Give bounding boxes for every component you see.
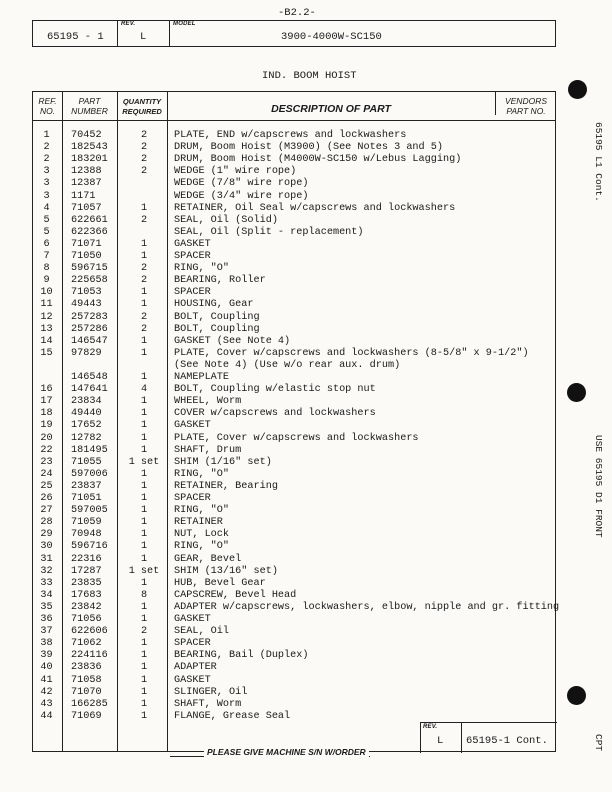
ref-no-cell: 33	[40, 577, 53, 589]
side-label-top: 65195 L1 Cont.	[593, 122, 604, 202]
ref-no-cell: 26	[40, 493, 53, 504]
description-cell: SHIM (1/16" set)	[174, 456, 272, 468]
table-row	[33, 578, 555, 590]
table-row	[33, 493, 555, 505]
ref-no-cell: 12	[40, 311, 53, 323]
ref-no-cell: 11	[40, 299, 53, 311]
ref-no-cell: 28	[40, 517, 53, 529]
ref-no-cell: 44	[40, 710, 53, 722]
quantity-cell: 2	[140, 154, 148, 166]
vendors-header	[495, 97, 557, 116]
description-cell: SPACER	[174, 493, 211, 504]
table-row	[33, 517, 555, 529]
description-cell: NUT, Lock	[174, 529, 230, 541]
ref-no-cell: 14	[40, 335, 53, 347]
ref-no-cell: 22	[40, 444, 53, 456]
header-rule	[33, 120, 555, 121]
description-cell: RETAINER, Oil Seal w/capscrews and lockwashers	[174, 202, 456, 214]
part-number-cell: 71056	[71, 614, 102, 625]
quantity-cell: 1	[140, 529, 148, 541]
description-cell: GASKET	[174, 614, 211, 625]
description-cell: RETAINER, Bearing	[174, 480, 278, 492]
table-row	[33, 396, 555, 408]
table-row	[33, 529, 555, 541]
quantity-cell: 1	[140, 650, 148, 662]
description-cell: HUB, Bevel Gear	[174, 577, 266, 589]
part-number-cell: 71069	[71, 710, 102, 722]
description-cell: ADAPTER w/capscrews, lockwashers, elbow, nipple and gr. fitting	[174, 601, 560, 613]
description-cell: WEDGE (3/4" wire rope)	[174, 190, 309, 202]
table-row	[33, 711, 555, 723]
description-cell: SEAL, Oil (Split - replacement)	[174, 226, 364, 238]
part-number-cell: 71058	[71, 674, 102, 686]
ref-no-header	[33, 97, 62, 116]
table-row	[33, 251, 555, 263]
part-number-cell: 71051	[71, 493, 102, 504]
part-number-cell: 257283	[71, 311, 108, 323]
quantity-cell: 1	[140, 432, 148, 444]
ref-no-cell: 3	[43, 178, 50, 190]
description-header: DESCRIPTION OF PART	[271, 103, 391, 115]
ref-no-cell: 25	[40, 480, 53, 492]
table-row	[33, 215, 555, 227]
part-number-cell: 17287	[71, 565, 102, 577]
description-cell: PLATE, END w/capscrews and lockwashers	[174, 130, 407, 141]
table-row	[33, 505, 555, 517]
ref-no-cell: 3	[43, 166, 50, 178]
part-ref: 65195 - 1	[47, 31, 104, 43]
quantity-cell: 1	[140, 480, 148, 492]
rev-value: L	[140, 31, 147, 43]
description-cell: GASKET	[174, 238, 211, 250]
description-cell: CAPSCREW, Bevel Head	[174, 589, 297, 601]
description-cell: ADAPTER	[174, 662, 217, 674]
part-number-cell: 597005	[71, 505, 108, 517]
ref-no-cell: 27	[40, 505, 53, 517]
part-number-cell: 166285	[71, 698, 108, 710]
part-number-cell: 70948	[71, 529, 102, 541]
part-number-cell: 22316	[71, 553, 102, 565]
side-label-middle: USE 65195 D1 FRONT	[593, 435, 604, 538]
part-number-cell: 71057	[71, 202, 102, 214]
ref-no-cell: 7	[43, 251, 50, 262]
table-row	[33, 699, 555, 711]
table-row	[33, 360, 555, 372]
table-row	[33, 336, 555, 348]
part-number-cell: 597006	[71, 468, 108, 480]
part-number-cell: 71050	[71, 251, 102, 262]
description-cell: SHIM (13/16" set)	[174, 565, 278, 577]
ref-no-cell: 20	[40, 432, 53, 444]
quantity-cell: 1	[140, 372, 148, 383]
table-row	[33, 626, 555, 638]
quantity-header-line: QUANTITY	[122, 97, 162, 106]
part-number-cell: 146547	[71, 335, 108, 347]
description-cell: BEARING, Roller	[174, 275, 266, 287]
table-row	[33, 650, 555, 662]
description-cell: SPACER	[174, 251, 211, 262]
table-row	[33, 590, 555, 602]
description-cell: SPACER	[174, 638, 211, 650]
quantity-cell: 1	[140, 493, 148, 504]
ref-no-cell: 15	[40, 347, 53, 359]
part-number-cell: 596715	[71, 263, 108, 275]
table-row	[33, 481, 555, 493]
table-row	[33, 324, 555, 336]
description-cell: BOLT, Coupling	[174, 323, 260, 335]
description-cell: BOLT, Coupling w/elastic stop nut	[174, 384, 376, 396]
quantity-cell: 1	[140, 251, 148, 262]
table-row	[33, 601, 560, 614]
ref-no-cell: 18	[40, 408, 53, 420]
table-row	[33, 445, 555, 457]
table-row	[33, 191, 555, 203]
quantity-header	[117, 97, 167, 116]
part-number-header-line: NUMBER	[71, 105, 108, 116]
rev-label: REV.	[121, 21, 136, 27]
description-cell: RING, "O"	[174, 263, 230, 275]
part-number-cell: 183201	[71, 154, 108, 166]
quantity-cell: 1	[140, 541, 148, 553]
ref-no-cell: 41	[40, 674, 53, 686]
ref-no-cell: 5	[43, 214, 50, 226]
table-row	[33, 142, 555, 154]
part-number-cell: 12782	[71, 432, 102, 444]
part-number-cell: 12387	[71, 178, 102, 190]
description-cell: GASKET	[174, 674, 211, 686]
ref-no-cell: 35	[40, 601, 53, 613]
ref-no-cell: 19	[40, 420, 53, 432]
part-number-cell: 622366	[71, 226, 108, 238]
part-number-cell: 23842	[71, 601, 102, 613]
quantity-cell: 1 set	[128, 456, 160, 468]
ref-no-cell: 1	[43, 130, 50, 141]
table-row	[33, 178, 555, 190]
description-cell: NAMEPLATE	[174, 372, 230, 383]
description-cell: WEDGE (7/8" wire rope)	[174, 178, 309, 190]
side-label-bottom: CPT	[593, 734, 604, 752]
quantity-cell: 1	[140, 686, 148, 698]
table-row	[33, 457, 555, 469]
ref-no-cell: 29	[40, 529, 53, 541]
part-number-cell: 49443	[71, 299, 102, 311]
quantity-cell: 1	[140, 674, 148, 686]
description-cell: SPACER	[174, 287, 211, 299]
table-row	[33, 287, 555, 299]
part-number-cell: 23835	[71, 577, 102, 589]
ref-no-cell: 38	[40, 638, 53, 650]
ref-no-cell: 2	[43, 142, 50, 154]
table-row	[33, 154, 555, 166]
table-row	[33, 275, 555, 287]
table-row	[33, 348, 555, 360]
table-row	[33, 203, 555, 215]
quantity-cell: 2	[140, 166, 148, 178]
table-row	[33, 384, 555, 396]
footer-rev-value: L	[437, 735, 444, 747]
header-divider	[169, 21, 170, 46]
header-box	[32, 20, 556, 47]
ref-no-cell: 24	[40, 468, 53, 480]
table-row	[33, 227, 555, 239]
quantity-cell: 2	[140, 142, 148, 154]
table-row	[33, 263, 555, 275]
description-cell: PLATE, Cover w/capscrews and lockwashers (8-5/8" x 9-1/2")	[174, 347, 529, 359]
ref-no-cell: 13	[40, 323, 53, 335]
table-row	[33, 372, 555, 384]
ref-no-cell: 16	[40, 384, 53, 396]
ref-no-cell: 42	[40, 686, 53, 698]
part-number-cell: 70452	[71, 130, 102, 141]
ref-no-cell: 6	[43, 238, 50, 250]
ref-no-cell: 34	[40, 589, 53, 601]
part-number-cell: 71071	[71, 238, 102, 250]
part-number-cell: 182543	[71, 142, 108, 154]
quantity-cell: 2	[140, 263, 148, 275]
part-number-cell: 225658	[71, 275, 108, 287]
description-cell: RETAINER	[174, 517, 223, 529]
part-number-cell: 71053	[71, 287, 102, 299]
table-row	[33, 662, 555, 674]
table-row	[33, 614, 555, 626]
description-cell: GEAR, Bevel	[174, 553, 242, 565]
description-cell: BEARING, Bail (Duplex)	[174, 650, 309, 662]
description-cell: WHEEL, Worm	[174, 396, 242, 408]
quantity-cell: 2	[140, 214, 148, 226]
quantity-cell: 2	[140, 275, 148, 287]
description-cell: WEDGE (1" wire rope)	[174, 166, 297, 178]
part-number-cell: 97829	[71, 347, 102, 359]
description-cell: SHAFT, Drum	[174, 444, 242, 456]
quantity-cell: 1	[140, 202, 148, 214]
ref-no-cell: 37	[40, 626, 53, 638]
table-row	[33, 566, 555, 578]
table-row	[33, 675, 555, 687]
section-title: IND. BOOM HOIST	[262, 70, 357, 82]
description-cell: COVER w/capscrews and lockwashers	[174, 408, 376, 420]
table-row	[33, 408, 555, 420]
quantity-cell: 1	[140, 287, 148, 299]
ref-no-cell: 36	[40, 614, 53, 625]
quantity-cell: 1	[140, 638, 148, 650]
quantity-cell: 4	[140, 384, 148, 396]
description-cell: RING, "O"	[174, 505, 230, 517]
header-divider	[117, 21, 118, 46]
description-cell: RING, "O"	[174, 541, 230, 553]
quantity-cell: 1	[140, 335, 148, 347]
part-number-cell: 71062	[71, 638, 102, 650]
ref-no-cell: 43	[40, 698, 53, 710]
quantity-cell: 1	[140, 698, 148, 710]
part-number-header-line: PART	[78, 96, 101, 106]
ref-no-cell: 39	[40, 650, 53, 662]
description-cell: RING, "O"	[174, 468, 230, 480]
ref-no-header-line: REF.	[38, 96, 57, 106]
part-number-cell: 12388	[71, 166, 102, 178]
part-number-cell: 71070	[71, 686, 102, 698]
ref-no-cell: 32	[40, 565, 53, 577]
table-row	[33, 130, 555, 142]
table-row	[33, 299, 555, 311]
part-number-cell: 622661	[71, 214, 108, 226]
ref-no-cell: 31	[40, 553, 53, 565]
parts-table	[32, 91, 560, 752]
description-cell: FLANGE, Grease Seal	[174, 710, 291, 722]
ref-no-cell: 40	[40, 662, 53, 674]
table-row	[33, 638, 555, 650]
quantity-cell: 1	[140, 577, 148, 589]
ref-no-cell: 3	[43, 190, 50, 202]
footer-divider	[461, 723, 462, 753]
part-number-cell: 23836	[71, 662, 102, 674]
part-number-cell: 622606	[71, 626, 108, 638]
quantity-cell: 1	[140, 517, 148, 529]
part-number-cell: 71059	[71, 517, 102, 529]
table-row	[33, 239, 555, 251]
quantity-cell: 1	[140, 347, 148, 359]
part-number-cell: 1171	[71, 190, 96, 202]
part-number-cell: 17652	[71, 420, 102, 432]
description-cell: DRUM, Boom Hoist (M3900) (See Notes 3 and 5)	[174, 142, 443, 154]
quantity-cell: 1	[140, 396, 148, 408]
quantity-cell: 1	[140, 505, 148, 517]
ref-no-cell: 10	[40, 287, 53, 299]
part-number-cell: 23834	[71, 396, 102, 408]
table-row	[33, 469, 555, 481]
ref-no-cell: 8	[43, 263, 50, 275]
description-cell: SHAFT, Worm	[174, 698, 242, 710]
quantity-cell: 1	[140, 662, 148, 674]
model-value: 3900-4000W-SC150	[281, 31, 382, 43]
punch-hole-icon	[567, 383, 586, 402]
ref-no-header-line: NO.	[39, 105, 56, 116]
table-row	[33, 166, 555, 178]
description-cell: PLATE, Cover w/capscrews and lockwashers	[174, 432, 419, 444]
quantity-cell: 1	[140, 408, 148, 420]
quantity-cell: 2	[140, 323, 148, 335]
quantity-cell: 2	[140, 311, 148, 323]
quantity-cell: 2	[140, 626, 148, 638]
vendors-header-line: PART NO.	[506, 105, 546, 116]
vendors-header-line: VENDORS	[504, 96, 548, 106]
quantity-cell: 8	[140, 589, 148, 601]
part-number-cell: 181495	[71, 444, 108, 456]
part-number-cell: 224116	[71, 650, 108, 662]
punch-hole-icon	[568, 80, 587, 99]
quantity-cell: 2	[140, 130, 148, 141]
part-number-cell: 257286	[71, 323, 108, 335]
quantity-cell: 1	[140, 601, 148, 613]
ref-no-cell: 23	[40, 456, 53, 468]
ref-no-cell: 30	[40, 541, 53, 553]
ref-no-cell: 2	[43, 154, 50, 166]
quantity-cell: 1	[140, 553, 148, 565]
footer-box	[420, 722, 557, 753]
description-cell: (See Note 4) (Use w/o rear aux. drum)	[174, 359, 401, 371]
part-number-cell: 146548	[71, 372, 108, 383]
part-number-cell: 49440	[71, 408, 102, 420]
quantity-cell: 1	[140, 238, 148, 250]
ref-no-cell: 5	[43, 226, 50, 238]
table-row	[33, 433, 555, 445]
part-number-header	[62, 97, 117, 116]
part-number-cell: 23837	[71, 480, 102, 492]
quantity-cell: 1	[140, 444, 148, 456]
quantity-cell: 1 set	[128, 565, 160, 577]
quantity-cell: 1	[140, 710, 148, 722]
table-row	[33, 420, 555, 432]
model-label: MODEL	[173, 21, 196, 27]
description-cell: BOLT, Coupling	[174, 311, 260, 323]
table-row	[33, 312, 555, 324]
description-cell: HOUSING, Gear	[174, 299, 254, 311]
continued-label: 65195-1 Cont.	[466, 735, 548, 747]
part-number-cell: 17683	[71, 589, 102, 601]
page-number: -B2.2-	[278, 7, 316, 19]
quantity-header-line: REQUIRED	[122, 106, 162, 116]
part-number-cell: 71055	[71, 456, 102, 468]
description-cell: DRUM, Boom Hoist (M4000W-SC150 w/Lebus Lagging)	[174, 154, 462, 166]
ref-no-cell: 9	[43, 275, 50, 287]
quantity-cell: 1	[140, 468, 148, 480]
part-number-cell: 596716	[71, 541, 108, 553]
description-cell: GASKET (See Note 4)	[174, 335, 291, 347]
ref-no-cell: 17	[40, 396, 53, 408]
footer-rev-label: REV.	[423, 724, 438, 730]
quantity-cell: 1	[140, 299, 148, 311]
description-cell: SEAL, Oil	[174, 626, 230, 638]
part-number-cell: 147641	[71, 384, 108, 396]
table-row	[33, 554, 555, 566]
quantity-cell: 1	[140, 420, 148, 432]
ref-no-cell: 4	[43, 202, 50, 214]
punch-hole-icon	[567, 686, 586, 705]
quantity-cell: 1	[140, 614, 148, 625]
description-cell: GASKET	[174, 420, 211, 432]
description-cell: SLINGER, Oil	[174, 686, 248, 698]
table-row	[33, 541, 555, 553]
description-cell: SEAL, Oil (Solid)	[174, 214, 278, 226]
footer-notice: PLEASE GIVE MACHINE S/N W/ORDER	[204, 747, 369, 757]
table-row	[33, 687, 555, 699]
